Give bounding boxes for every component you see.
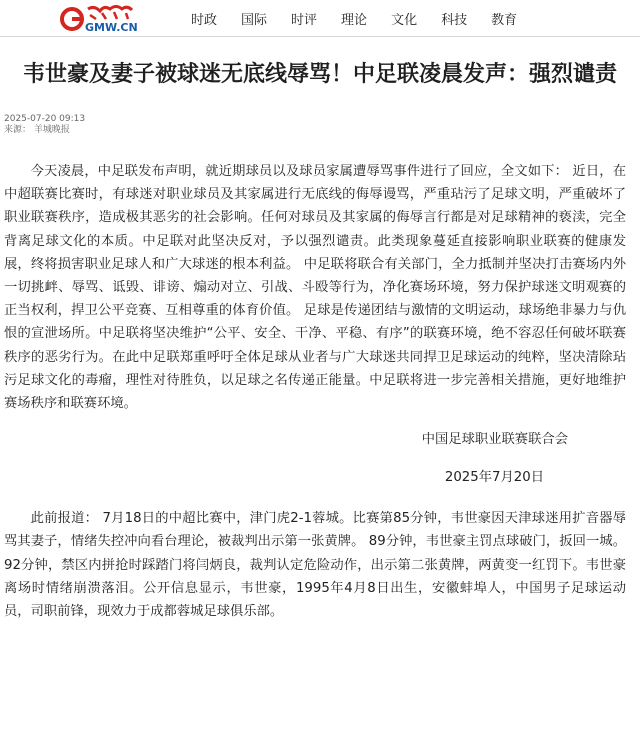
nav-item-culture[interactable]: 文化 bbox=[391, 12, 418, 28]
site-logo[interactable] bbox=[60, 3, 142, 33]
signature-date: 2025年7月20日 bbox=[444, 470, 544, 486]
article-source: 来源： 羊城晚报 bbox=[4, 125, 70, 135]
statement-paragraph: 今天凌晨，中足联发布声明，就近期球员以及球员家属遭辱骂事件进行了回应，全文如下： 近日，在中超联赛比赛时，有球迷对职业球员及其家属进行无底线的侮辱谩骂，严重玷污了足球文明，严重破坏了职业联赛秩序，造成极其恶劣的社会影响。任何对球员及其家属的侮辱言行都是对足球精神的亵渎，完全背离足球文化的本质。中足联对此坚决反对，予以强烈谴责。此类现象蔓延直接影响职业联赛的健康发展，终将损害职业足球人和广大球迷的根本利益。 中足联将联合有关部门，全力抵制并坚决打击赛场内外一切挑衅、辱骂、诋毁、诽谤、煽动对立、引战、斗殴等行为，净化赛场环境，努力保护球迷文明观赛的正当权利，捍卫公平竞赛、互相尊重的体育价值。 足球是传递团结与激情的文明运动，球场绝非暴力与仇恨的宣泄场所。中足联将坚决维护“公平、安全、干净、平稳、有序”的联赛环境，绝不容忍任何破坏联赛秩序的恶劣行为。在此中足联郑重呼吁全体足球从业者与广大球迷共同捍卫足球运动的纯粹，坚决清除玷污足球文化的毒瘤，理性对待胜负，以足球之名传递正能量。中足联将进一步完善相关措施，更好地维护赛场秩序和联赛环境。 bbox=[4, 164, 626, 412]
article-title: 韦世豪及妻子被球迷无底线辱骂！中足联凌晨发声：强烈谴责 bbox=[22, 62, 617, 87]
main-nav bbox=[191, 0, 541, 36]
article-body bbox=[0, 160, 640, 623]
nav-item-international[interactable]: 国际 bbox=[241, 12, 268, 28]
previous-report-paragraph: 此前报道： 7月18日的中超比赛中，津门虎2-1蓉城。比赛第85分钟，韦世豪因天津球迷用扩音器辱骂其妻子，情绪失控冲向看台理论，被裁判出示第一张黄牌。 89分钟，韦世豪主罚点球破门，扳回一城。92分钟，禁区内拼抢时踩踏门将闫炳良，裁判认定危险动作，出示第二张黄牌，两黄变一红罚下。韦世豪离场时情绪崩溃落泪。公开信息显示，韦世豪，1995年4月8日出生，安徽蚌埠人，中国男子足球运动员，司职前锋，现效力于成都蓉城足球俱乐部。 bbox=[4, 511, 626, 620]
nav-item-politics[interactable]: 时政 bbox=[191, 12, 218, 28]
nav-item-commentary[interactable]: 时评 bbox=[291, 12, 318, 28]
nav-item-education[interactable]: 教育 bbox=[491, 12, 518, 28]
article-date: 2025-07-20 09:13 bbox=[4, 114, 86, 124]
nav-item-theory[interactable]: 理论 bbox=[341, 12, 368, 28]
nav-item-technology[interactable]: 科技 bbox=[441, 12, 468, 28]
top-navigation-bar bbox=[0, 0, 640, 37]
gmw-logo-icon bbox=[60, 3, 142, 33]
article-meta bbox=[4, 114, 640, 136]
svg-text:GMW.CN: GMW.CN bbox=[85, 21, 138, 33]
signature-organization: 中国足球职业联赛联合会 bbox=[421, 432, 568, 448]
